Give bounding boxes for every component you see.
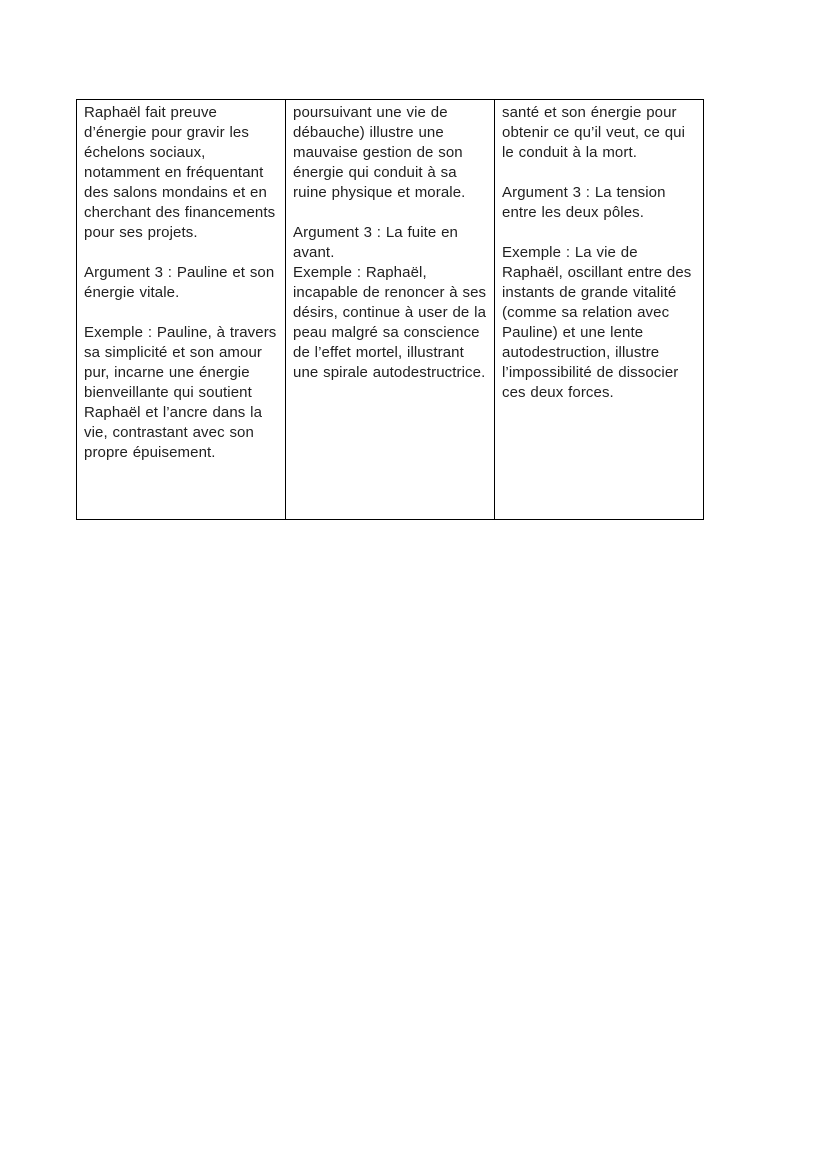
table-cell-middle xyxy=(286,100,495,520)
blank-line xyxy=(84,303,278,323)
paragraph: Exemple : Pauline, à travers sa simplicité et son amour pur, incarne une énergie bienveillante qui soutient Raphaël et l’ancre dans la vie, contrastant avec son propre épuisement. xyxy=(84,324,277,461)
table-cell-left xyxy=(77,100,286,520)
paragraph: Argument 3 : Pauline et son énergie vitale. xyxy=(84,264,275,301)
paragraph: Raphaël fait preuve d’énergie pour gravir les échelons sociaux, notamment en fréquentant des salons mondains et en cherchant des financements pour ses projets. xyxy=(84,104,276,241)
paragraph: Exemple : La vie de Raphaël, oscillant entre des instants de grande vitalité (comme sa relation avec Pauline) et une lente autodestruction, illustre l’impossibilité de dissocier ces deux forces. xyxy=(502,244,692,401)
blank-line xyxy=(502,223,696,243)
paragraph: poursuivant une vie de débauche) illustre une mauvaise gestion de son énergie qui conduit à sa ruine physique et morale. xyxy=(293,104,466,201)
paragraph: Argument 3 : La tension entre les deux pôles. xyxy=(502,184,666,221)
blank-line xyxy=(502,163,696,183)
content-table xyxy=(76,99,704,520)
paragraph: santé et son énergie pour obtenir ce qu’il veut, ce qui le conduit à la mort. xyxy=(502,104,686,161)
table-cell-right xyxy=(495,100,704,520)
paragraph: Argument 3 : La fuite en avant. xyxy=(293,224,458,261)
blank-line xyxy=(84,243,278,263)
blank-line xyxy=(293,203,487,223)
paragraph: Exemple : Raphaël, incapable de renoncer à ses désirs, continue à user de la peau malgré sa conscience de l’effet mortel, illustrant une spirale autodestructrice. xyxy=(293,264,487,381)
table-row xyxy=(77,100,704,520)
